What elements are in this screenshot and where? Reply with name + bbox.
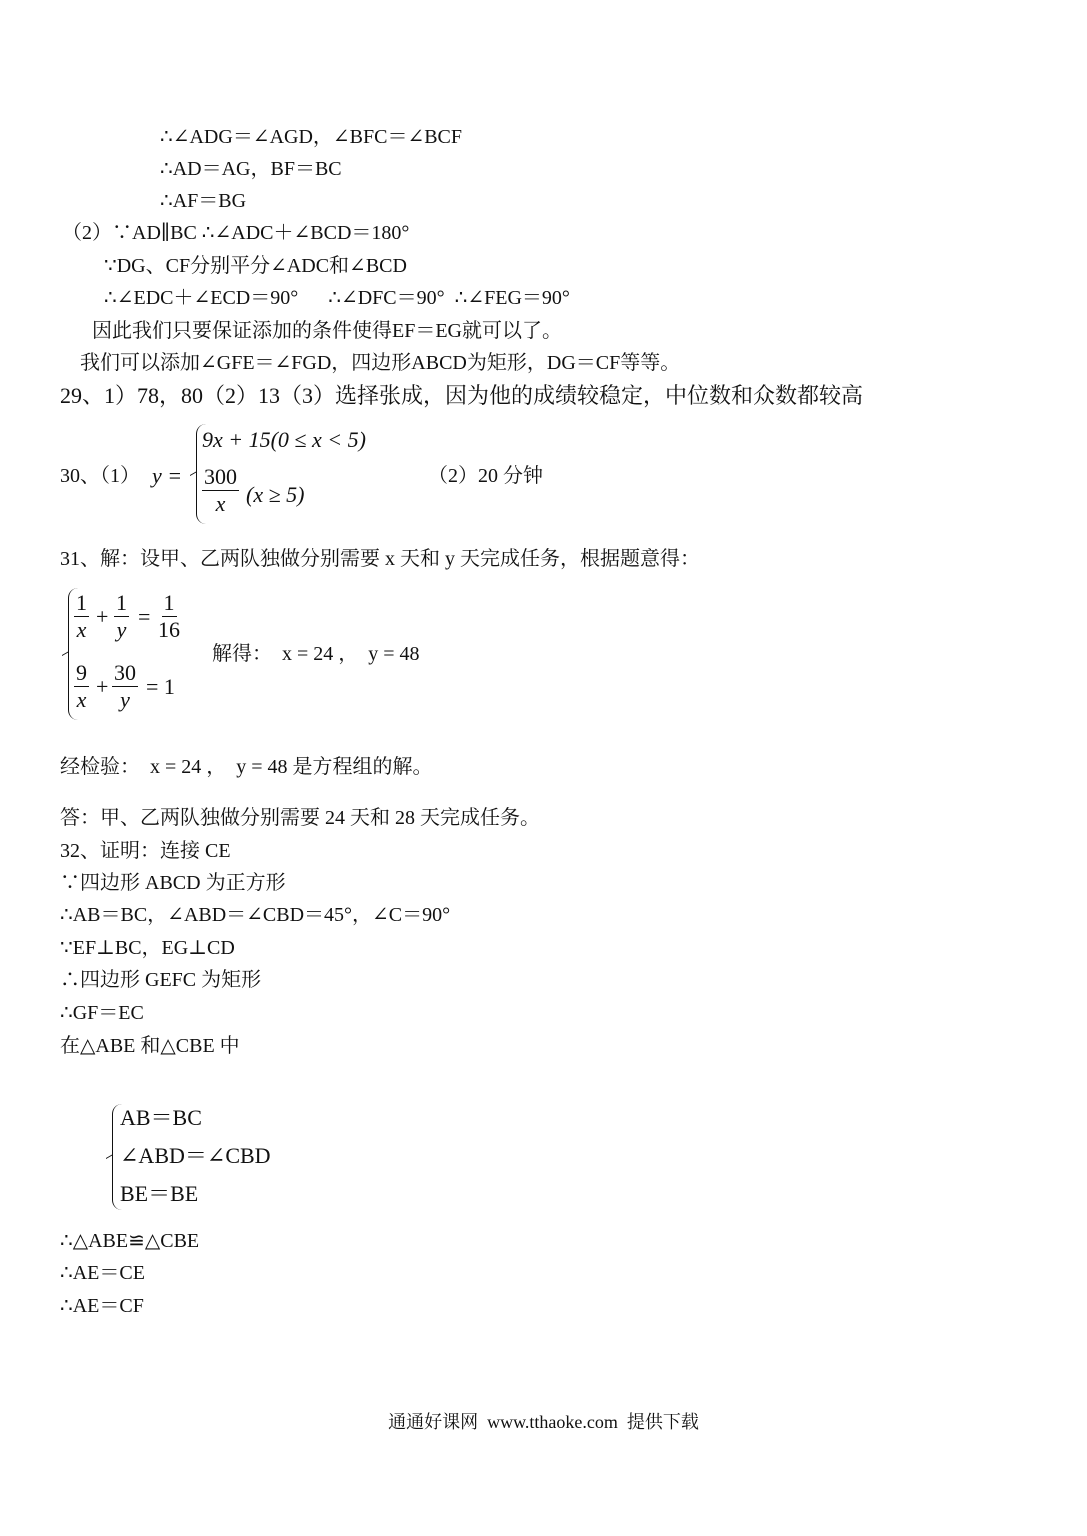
answer-30-case-2-fraction (202, 464, 239, 517)
answer-30-part-2: （2）20 分钟 (428, 465, 543, 487)
answer-30-label: 30、（1） (60, 465, 140, 487)
proof-line-2: ∴AD＝AG，BF＝BC (160, 158, 342, 180)
answer-32-line-8: ∴△ABE≌△CBE (60, 1230, 200, 1252)
answer-32-line-1: 32、证明：连接 CE (60, 840, 231, 862)
answer-32-line-7: 在△ABE 和△CBE 中 (60, 1035, 240, 1057)
proof-line-4: （2）∵AD∥BC ∴∠ADC＋∠BCD＝180° (62, 222, 410, 244)
eq1-plus: + (96, 604, 109, 629)
fraction-denominator: x (76, 617, 87, 642)
fraction-denominator: y (120, 687, 130, 712)
eq2-rhs: = 1 (146, 674, 175, 699)
answer-29: 29、1）78，80（2）13（3）选择张成，因为他的成绩较稳定，中位数和众数都较高 (60, 383, 864, 408)
eq1-fraction-a (74, 590, 89, 643)
answer-30-case-2-condition: (x ≥ 5) (246, 482, 305, 507)
answer-32-line-4: ∵EF⊥BC，EG⊥CD (60, 937, 235, 959)
fraction-numerator: 9 (76, 660, 87, 685)
proof-line-1: ∴∠ADG＝∠AGD，∠BFC＝∠BCF (160, 126, 463, 148)
fraction-denominator: 16 (158, 617, 180, 642)
fraction-denominator: y (116, 617, 127, 642)
answer-31-setup: 31、解：设甲、乙两队独做分别需要 x 天和 y 天完成任务，根据题意得： (60, 548, 700, 570)
eq1-fraction-c (158, 590, 180, 643)
fraction-denominator: x (215, 491, 226, 516)
answer-30-y: y = (152, 463, 183, 488)
answer-31-check: 经检验： x = 24 ， y = 48 是方程组的解。 (60, 756, 433, 778)
answer-31-solution: 解得： x = 24 ， y = 48 (212, 643, 420, 665)
eq2-fraction-b (112, 660, 138, 713)
proof-line-3: ∴AF＝BG (160, 190, 247, 212)
answer-32-line-5: ∴四边形 GEFC 为矩形 (60, 969, 262, 991)
answer-32-line-10: ∴AE＝CF (60, 1295, 144, 1317)
answer-31-conclusion: 答：甲、乙两队独做分别需要 24 天和 28 天完成任务。 (60, 807, 540, 829)
answer-32-line-3: ∴AB＝BC，∠ABD＝∠CBD＝45°，∠C＝90° (60, 904, 451, 926)
fraction-numerator: 1 (163, 590, 175, 615)
answer-32-line-6: ∴GF＝EC (60, 1002, 144, 1024)
fraction-denominator: x (76, 687, 87, 712)
answer-32-system-3: BE＝BE (120, 1181, 199, 1206)
eq2-plus: + (96, 674, 109, 699)
proof-line-7: 因此我们只要保证添加的条件使得EF＝EG就可以了。 (92, 320, 562, 342)
answer-32-line-9: ∴AE＝CE (60, 1262, 145, 1284)
answer-32-system-2: ∠ABD＝∠CBD (120, 1143, 271, 1168)
proof-line-5: ∵DG、CF分别平分∠ADC和∠BCD (104, 255, 407, 277)
fraction-numerator: 1 (76, 590, 87, 615)
eq2-fraction-a (74, 660, 89, 713)
fraction-numerator: 300 (204, 464, 237, 489)
page-footer: 通通好课网 www.tthaoke.com 提供下载 (388, 1412, 699, 1432)
fraction-numerator: 1 (116, 590, 127, 615)
eq1-fraction-b (114, 590, 129, 643)
proof-line-6: ∴∠EDC＋∠ECD＝90° ∴∠DFC＝90° ∴∠FEG＝90° (104, 287, 570, 309)
answer-32-line-2: ∵四边形 ABCD 为正方形 (60, 872, 286, 894)
eq1-equals: = (138, 604, 151, 629)
answer-30-case-1: 9x + 15(0 ≤ x < 5) (202, 427, 366, 452)
fraction-numerator: 30 (114, 660, 136, 685)
answer-32-system-1: AB＝BC (120, 1105, 202, 1130)
proof-line-8: 我们可以添加∠GFE＝∠FGD，四边形ABCD为矩形，DG＝CF等等。 (80, 352, 681, 374)
